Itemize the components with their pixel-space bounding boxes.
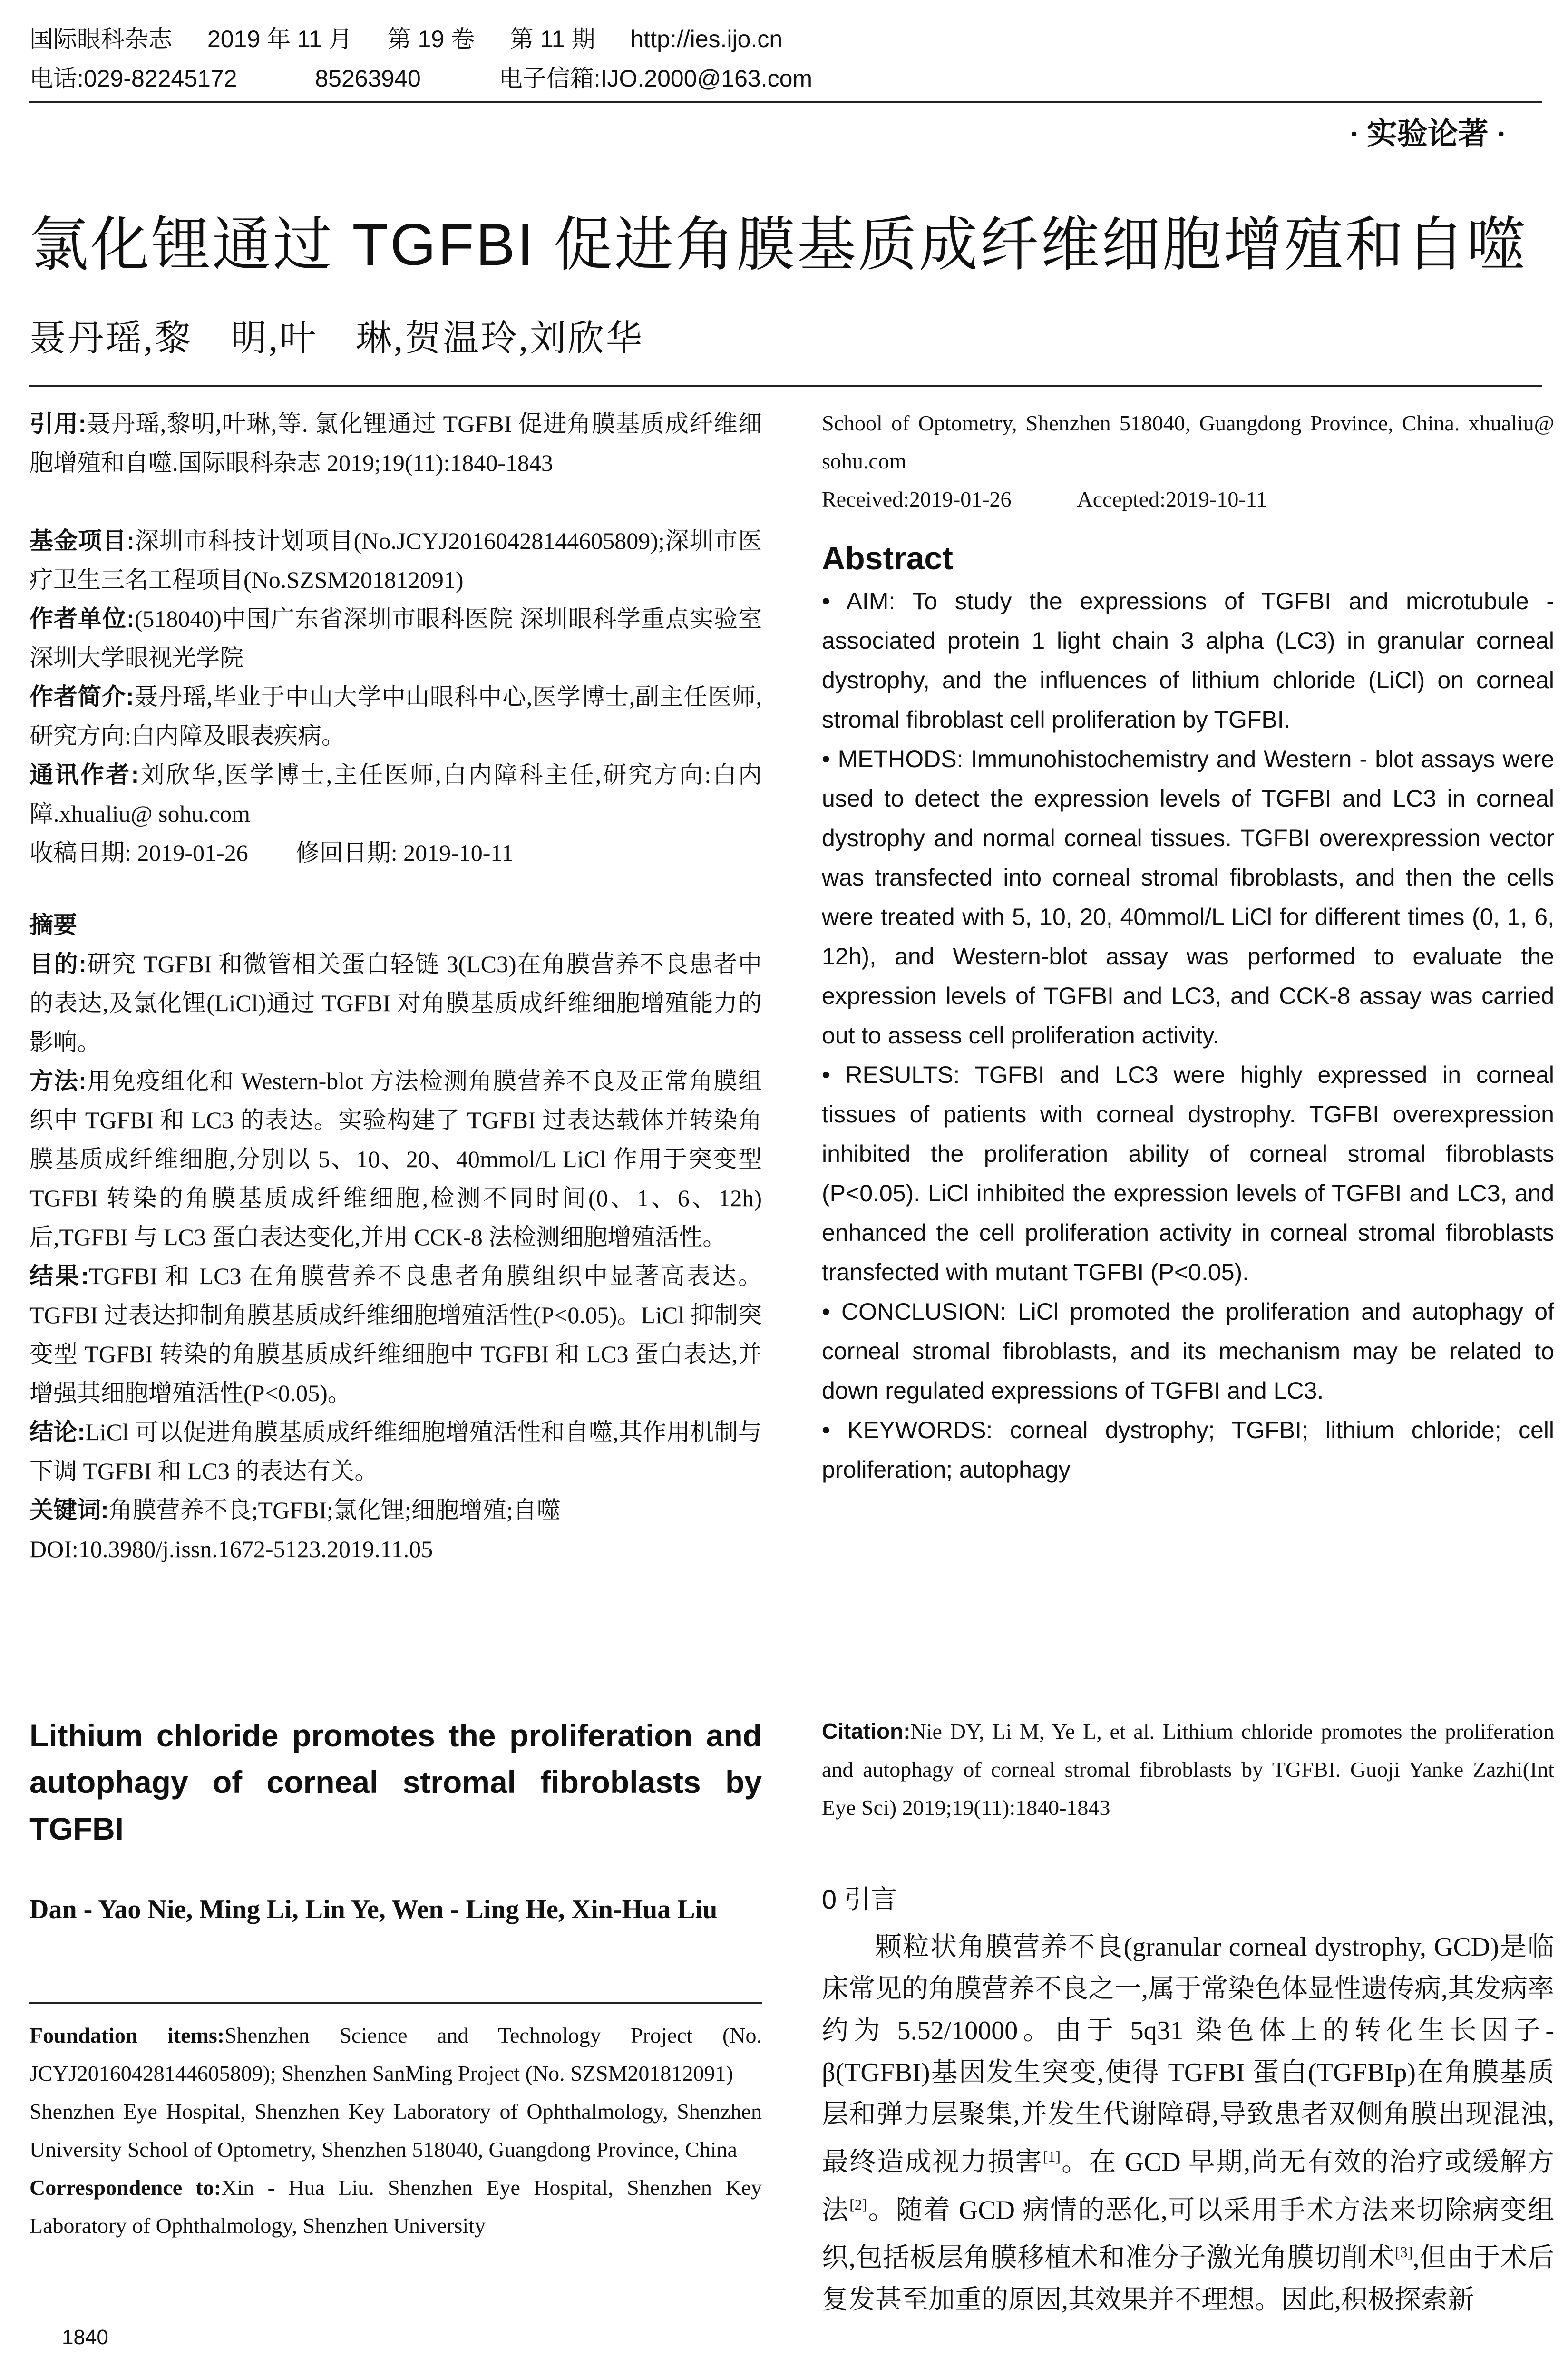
reference-1[interactable]: [1]	[1042, 2148, 1061, 2165]
affiliation-en: Shenzhen Eye Hospital, Shenzhen Key Laboratory of Ophthalmology, Shenzhen University School of Optometry, Shenzhen 518040, Guangdong Province, China	[29, 2099, 762, 2162]
email[interactable]: 电子信箱:IJO.2000@163.com	[498, 65, 813, 92]
conclusion-en: • CONCLUSION: LiCl promoted the proliferation and autophagy of corneal stromal fibroblasts, and its mechanism may be related to down regulated expressions of TGFBI and LC3.	[822, 1298, 1554, 1404]
phone: 电话:029-82245172	[29, 65, 237, 92]
english-rule	[29, 2002, 762, 2004]
author-bio: 作者简介:聂丹瑶,毕业于中山大学中山眼科中心,医学博士,副主任医师,研究方向:白内障及眼表疾病。	[29, 683, 762, 749]
result-cn: 结果:TGFBI 和 LC3 在角膜营养不良患者角膜组织中显著高表达。TGFBI 过表达抑制角膜基质成纤维细胞增殖活性(P<0.05)。LiCl 抑制突变型 TGFBI 转染的角膜基质成纤维细胞中 TGFBI 和 LC3 蛋白表达,并增强其细胞增殖活性(P<0.05)。	[29, 1263, 762, 1406]
introduction	[822, 1879, 1554, 2321]
right-column-citation	[822, 1712, 1554, 1827]
conclusion-cn: 结论:LiCl 可以促进角膜基质成纤维细胞增殖活性和自噬,其作用机制与下调 TGFBI 和 LC3 的表达有关。	[29, 1419, 762, 1484]
intro-paragraph: 颗粒状角膜营养不良(granular corneal dystrophy, GCD)是临床常见的角膜营养不良之一,属于常染色体显性遗传病,其发病率约为 5.52/10000。由于 5q31 染色体上的转化生长因子-β(TGFBI)基因发生突变,使得 TGFBI 蛋白(TGFBIp)在角膜基质层和弹力层聚集,并发生代谢障碍,导致患者双侧角膜出现混浊,最终造成视力损害[1]。在 GCD 早期,尚无有效的治疗或缓解方法[2]。随着 GCD 病情的恶化,可以采用手术方法来切除病变组织,包括板层角膜移植术和准分子激光角膜切削术[3],但由于术后复发甚至加重的原因,其效果并不理想。因此,积极探索新	[822, 1932, 1555, 2315]
english-authors: Dan - Yao Nie, Ming Li, Lin Ye, Wen - Ling He, Xin-Hua Liu	[29, 1895, 718, 1924]
header-rule	[29, 101, 1542, 103]
left-column	[29, 404, 762, 1568]
keywords-cn: 关键词:角膜营养不良;TGFBI;氯化锂;细胞增殖;自噬	[29, 1497, 561, 1523]
journal-header-line2	[29, 64, 884, 93]
correspondence-cont: School of Optometry, Shenzhen 518040, Guangdong Province, China. xhualiu@ sohu.com	[822, 411, 1554, 473]
received-accepted: Received:2019-01-26 Accepted:2019-10-11	[822, 487, 1267, 511]
right-column	[822, 404, 1554, 1490]
left-column-english	[29, 1712, 762, 1931]
citation-en: Citation:Nie DY, Li M, Ye L, et al. Lithium chloride promotes the proliferation and autophagy of corneal stromal fibroblasts by TGFBI. Guoji Yanke Zazhi(Int Eye Sci) 2019;19(11):1840-1843	[822, 1719, 1554, 1820]
journal-header-line1	[29, 25, 811, 53]
aim-en: • AIM: To study the expressions of TGFBI and microtubule - associated protein 1 light chain 3 alpha (LC3) in granular corneal dystrophy, and the influences of lithium chloride (LiCl) on corneal stromal fibroblast cell proliferation by TGFBI.	[822, 588, 1554, 733]
left-column-foundation	[29, 2017, 762, 2245]
method-cn: 方法:用免疫组化和 Western-blot 方法检测角膜营养不良及正常角膜组织中 TGFBI 和 LC3 的表达。实验构建了 TGFBI 过表达载体并转染角膜基质成纤维细胞,分别以 5、10、20、40mmol/L LiCl 作用于突变型 TGFBI 转染的角膜基质成纤维细胞,检测不同时间(0、1、6、12h)后,TGFBI 与 LC3 蛋白表达变化,并用 CCK-8 法检测细胞增殖活性。	[29, 1068, 762, 1250]
keywords-en: • KEYWORDS: corneal dystrophy; TGFBI; lithium chloride; cell proliferation; autophagy	[822, 1417, 1554, 1483]
abstract-heading-en: Abstract	[822, 540, 953, 576]
author-list: 聂丹瑶,黎 明,叶 琳,贺温玲,刘欣华	[29, 319, 644, 359]
correspondence-en: Correspondence to:Xin - Hua Liu. Shenzhen Eye Hospital, Shenzhen Key Laboratory of Ophthalmology, Shenzhen University	[29, 2175, 762, 2238]
dates: 收稿日期: 2019-01-26 修回日期: 2019-10-11	[29, 839, 514, 866]
page-number: 1840	[62, 2326, 108, 2349]
issue-number: 第 11 期	[509, 26, 595, 52]
issue-date: 2019 年 11 月	[207, 26, 352, 52]
citation-cn: 引用:聂丹瑶,黎明,叶琳,等. 氯化锂通过 TGFBI 促进角膜基质成纤维细胞增殖和自噬.国际眼科杂志 2019;19(11):1840-1843	[29, 410, 762, 476]
english-title: Lithium chloride promotes the proliferation and autophagy of corneal stromal fibroblasts by TGFBI	[29, 1718, 762, 1846]
fund: 基金项目:深圳市科技计划项目(No.JCYJ20160428144605809);深圳市医疗卫生三名工程项目(No.SZSM201812091)	[29, 527, 762, 593]
phone-2: 85263940	[315, 65, 421, 92]
foundation-items: Foundation items:Shenzhen Science and Technology Project (No. JCYJ20160428144605809); Shenzhen SanMing Project (No. SZSM201812091)	[29, 2023, 762, 2085]
methods-en: • METHODS: Immunohistochemistry and Western - blot assays were used to detect the expression levels of TGFBI and LC3 in corneal dystrophy and normal corneal tissues. TGFBI overexpression vector was transfected into corneal stromal fibroblasts, and then the cells were treated with 5, 10, 20, 40mmol/L LiCl for different times (0, 1, 6, 12h), and Western-blot assay was performed to evaluate the expression levels of TGFBI and LC3, and CCK-8 assay was carried out to assess cell proliferation activity.	[822, 746, 1554, 1049]
article-title: 氯化锂通过 TGFBI 促进角膜基质成纤维细胞增殖和自噬	[29, 212, 1528, 278]
journal-name: 国际眼科杂志	[29, 26, 172, 52]
results-en: • RESULTS: TGFBI and LC3 were highly expressed in corneal tissues of patients with corneal dystrophy. TGFBI overexpression inhibited the proliferation ability of corneal stromal fibroblasts (P<0.05). LiCl inhibited the expression levels of TGFBI and LC3, and enhanced the cell proliferation activity in corneal stromal fibroblasts transfected with mutant TGFBI (P<0.05).	[822, 1062, 1554, 1286]
abstract-heading-cn: 摘要	[29, 912, 77, 938]
aim-cn: 目的:研究 TGFBI 和微管相关蛋白轻链 3(LC3)在角膜营养不良患者中的表达,及氯化锂(LiCl)通过 TGFBI 对角膜基质成纤维细胞增殖能力的影响。	[29, 951, 762, 1055]
unit: 作者单位:(518040)中国广东省深圳市眼科医院 深圳眼科学重点实验室 深圳大学眼视光学院	[29, 605, 762, 671]
reference-3[interactable]: [3]	[1395, 2243, 1413, 2261]
journal-url[interactable]: http://ies.ijo.cn	[630, 26, 783, 52]
corresponding-author: 通讯作者:刘欣华,医学博士,主任医师,白内障科主任,研究方向:白内障.xhualiu@ sohu.com	[29, 761, 762, 827]
title-rule	[29, 385, 1542, 387]
column-tag: · 实验论著 ·	[1349, 117, 1506, 151]
volume: 第 19 卷	[387, 26, 475, 52]
reference-2[interactable]: [2]	[849, 2195, 867, 2213]
doi[interactable]: DOI:10.3980/j.issn.1672-5123.2019.11.05	[29, 1536, 433, 1562]
intro-heading: 0 引言	[822, 1884, 897, 1914]
